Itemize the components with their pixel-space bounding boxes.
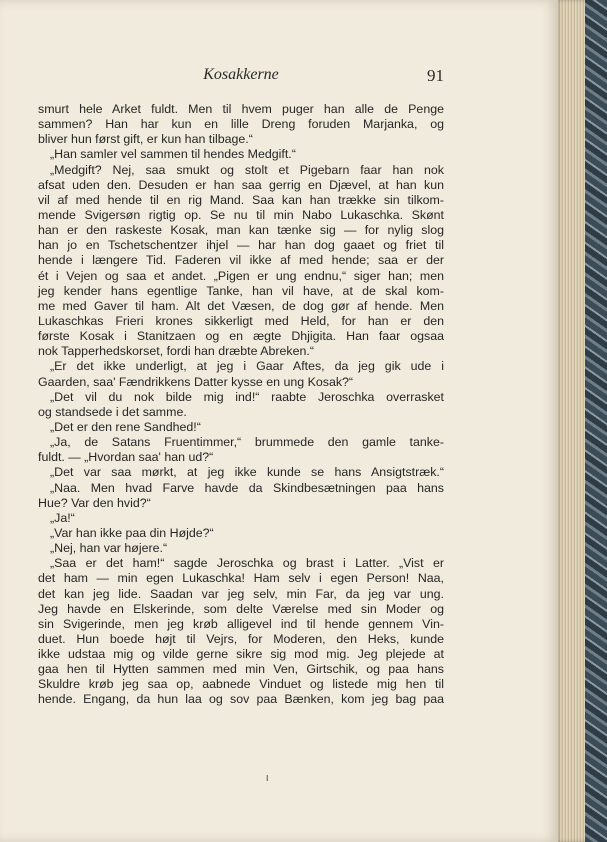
text-line: „Nej, han var højere.“ [50, 541, 168, 556]
text-line: ét i Vejen og saa et andet. „Pigen er ung endnu,“ siger han; men [38, 268, 444, 283]
printer-mark: ι [266, 772, 269, 784]
text-line: „Det var saa mørkt, at jeg ikke kunde se hans Ansigtstræk.“ [50, 465, 444, 480]
text-line: ikke udstaa mig og vilde gerne sikre sig mod mig. Jeg plejede at [38, 647, 444, 662]
text-line: „Var han ikke paa din Højde?“ [50, 525, 214, 540]
text-line: „Naa. Men hvad Farve havde da Skindbesætningen paa hans [50, 480, 444, 495]
text-line: smurt hele Arket fuldt. Men til hvem puger han alle de Penge [38, 102, 444, 116]
page-header [38, 66, 444, 90]
text-line: Skuldre krøb jeg saa op, aabnede Vinduet og listede mig hen til [38, 677, 444, 692]
text-line: „Det er den rene Sandhed!“ [50, 419, 201, 434]
text-line: hende. Engang, da hun laa og sov paa Bænken, kom jeg bag paa [38, 692, 444, 707]
text-line: „Medgift? Nej, saa smukt og stolt et Pigebarn faar han nok [50, 162, 444, 177]
text-line: duet. Hun boede højt til Vejrs, for Moderen, den Heks, kunde [38, 631, 444, 646]
text-line: afsat uden den. Desuden er han saa gerrig en Djævel, at han kun [38, 177, 444, 192]
text-line: me med Gaver til ham. Alt det Væsen, de dog gør af hende. Men [38, 298, 444, 313]
text-line: mende Svigersøn rigtig op. Se nu til min Nabo Lukaschka. Skønt [38, 207, 444, 222]
text-line: „Han samler vel sammen til hendes Medgift.“ [50, 147, 296, 162]
page-number: 91 [427, 66, 444, 85]
text-line: „Er det ikke underligt, at jeg i Gaar Aftes, da jeg gik ude i [50, 359, 444, 374]
text-line: Hue? Var den hvid?“ [38, 495, 151, 510]
page-block-edges [555, 0, 585, 842]
text-line: fuldt. — „Hvordan saa' han ud?“ [38, 450, 214, 465]
text-line: det kan jeg lide. Saadan var jeg selv, min Far, da jeg var ung. [38, 586, 444, 601]
text-line: sin Svigerinde, men jeg krøb alligevel ind til hende gennem Vin- [38, 616, 444, 631]
text-line: „Det vil du nok bilde mig ind!“ raabte Jeroschka overrasket [50, 389, 444, 404]
text-line: hende i længere Tid. Faderen vil ikke af med hende; saa er der [38, 253, 444, 268]
text-line: første Kosak i Stanitzaen og en ægte Dhjigita. Han faar ogsaa [38, 329, 444, 344]
text-line: sammen? Han har kun en lille Dreng foruden Marjanka, og [38, 117, 444, 132]
text-line: nok Tapperhedskorset, fordi han dræbte Abreken.“ [38, 344, 314, 359]
text-line: bliver hun først gift, er kun han tilbage.“ [38, 132, 253, 147]
body-text [38, 102, 444, 708]
text-line: Gaarden, saa' Fændrikkens Datter kysse en ung Kosak?“ [38, 374, 354, 389]
text-line: han er den raskeste Kosak, man kan tænke sig — for nylig slog [38, 223, 444, 238]
text-line: og standsede i det samme. [38, 404, 187, 419]
text-line: „Ja!“ [50, 510, 75, 525]
text-line: vil af med hende til en rig Mand. Saa kan han trække sin tilkom- [38, 192, 444, 207]
marbled-cover-edge [583, 0, 607, 842]
text-line: jeg kender hans egentlige Tanke, han vil have, at de skal kom- [38, 283, 444, 298]
text-line: „Ja, de Satans Fruentimmer,“ brummede den gamle tanke- [50, 435, 444, 450]
text-line: Jeg havde en Elskerinde, som delte Værelse med sin Moder og [38, 601, 444, 616]
text-line: han jo en Tschetschentzer ihjel — har han dog gaaet og friet til [38, 238, 444, 253]
text-line: Lukaschkas Frieri krones sikkerligt med Held, for han er den [38, 313, 444, 328]
running-title: Kosakkerne [203, 66, 279, 83]
text-line: det ham — min egen Lukaschka! Ham selv i egen Person! Naa, [38, 571, 444, 586]
text-line: „Saa er det ham!“ sagde Jeroschka og brast i Latter. „Vist er [50, 556, 444, 571]
text-line: gaa hen til Hytten sammen med min Ven, Girtschik, og paa hans [38, 662, 444, 677]
